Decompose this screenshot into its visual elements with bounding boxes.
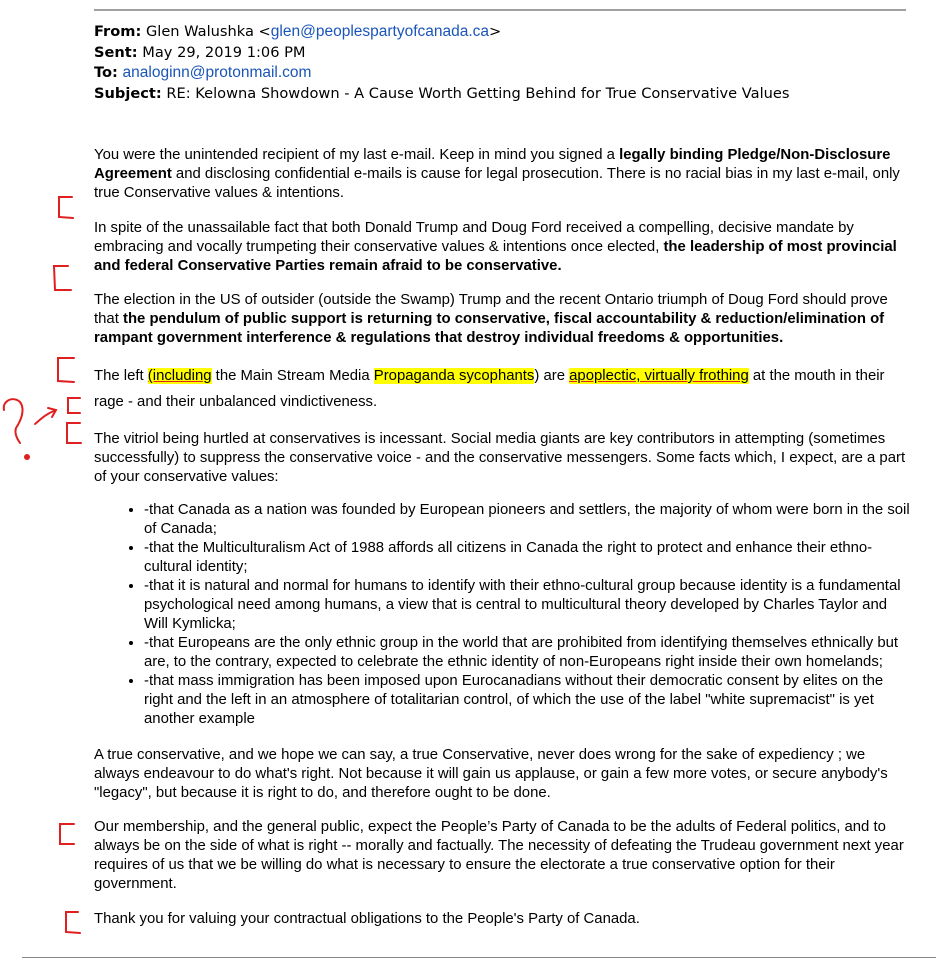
highlight-apoplectic: apoplectic, virtually frothing: [569, 368, 749, 384]
list-item: • -that it is natural and normal for humans to identify with their ethno-cultural group because identity is a fundamental psychological need among humans, a view that is central to multicultural theory developed by Charles Taylor and Will Kymlicka;: [144, 577, 914, 634]
from-close: >: [489, 23, 502, 40]
highlight-including: (including: [147, 368, 212, 384]
from-email-link[interactable]: glen@peoplespartyofcanada.ca: [270, 23, 490, 40]
paragraph-4-text-d: at the mouth in their rage - and their unbalanced vindictiveness.: [94, 368, 885, 410]
sent-value: May 29, 2019 1:06 PM: [142, 43, 306, 61]
subject-row: [94, 84, 789, 105]
bracket-mark-7: [66, 912, 80, 933]
bottom-divider: [22, 957, 936, 958]
paragraph-4-text-c: ) are: [534, 368, 570, 384]
paragraph-7: Our membership, and the general public, expect the People’s Party of Canada to be the adults of Federal politics, and to always be on the side of what is right -- morally and factually. The necessity of defeating the Trudeau government next year requires of us that we be willing do what is necessary to ensure the electorate a true conservative option for their government.: [94, 819, 904, 892]
bracket-mark-4: [68, 398, 80, 413]
paragraph-1-bold: legally binding Pledge/Non-Disclosure Agreement: [94, 147, 891, 182]
bracket-mark-6: [60, 824, 74, 844]
paragraph-1: [94, 146, 914, 203]
from-label: From:: [94, 23, 142, 40]
top-divider: [94, 9, 906, 11]
arrow-mark: [35, 408, 56, 424]
highlight-propaganda: Propaganda sycophants: [373, 368, 535, 384]
paragraph-8: Thank you for valuing your contractual obligations to the People's Party of Canada.: [94, 911, 640, 927]
list-item: • -that the Multiculturalism Act of 1988 affords all citizens in Canada the right to protect and enhance their ethno-cultural identity;: [144, 539, 914, 577]
bracket-mark-1: [59, 197, 73, 218]
paragraph-3: [94, 291, 914, 348]
subject-value: RE: Kelowna Showdown - A Cause Worth Getting Behind for True Conservative Values: [166, 84, 790, 102]
to-email-link[interactable]: analoginn@protonmail.com: [122, 64, 312, 81]
paragraph-5: The vitriol being hurtled at conservatives is incessant. Social media giants are key contributors in attempting (sometimes successfully) to suppress the conservative voice - and the conservative messengers. Some facts which, I expect, are a part of your conservative values:: [94, 431, 906, 485]
email-body: [94, 146, 914, 929]
paragraph-4-text-a: The left: [94, 368, 148, 384]
from-name: Glen Walushka <: [145, 23, 271, 40]
paragraph-4-text-b: the Main Stream Media: [211, 368, 374, 384]
question-mark: [4, 399, 23, 443]
paragraph-2-bold: the leadership of most provincial and federal Conservative Parties remain afraid to be conservative.: [94, 239, 897, 274]
list-item: • -that mass immigration has been imposed upon Eurocanadians without their democratic consent by elites on the right and the left in an atmosphere of totalitarian control, of which the use of the label "white supremacist" is yet another example: [144, 672, 914, 729]
paragraph-1-text-c: and disclosing confidential e-mails is cause for legal prosecution. There is no racial bias in my last e-mail, only true Conservative values & intentions.: [94, 166, 900, 201]
paragraph-2: [94, 219, 914, 276]
bracket-mark-2: [54, 266, 71, 290]
bracket-mark-3: [58, 358, 74, 382]
to-label: To:: [94, 64, 118, 81]
question-dot: [24, 454, 30, 460]
email-header: [94, 22, 789, 104]
list-item: • -that Europeans are the only ethnic group in the world that are prohibited from identifying themselves ethnically but are, to the contrary, expected to celebrate the ethnic identity of non-Europeans right inside their own homelands;: [144, 634, 914, 672]
list-item: • -that Canada as a nation was founded by European pioneers and settlers, the majority of whom were born in the soil of Canada;: [144, 501, 914, 539]
sent-label: Sent:: [94, 43, 138, 61]
from-row: [94, 22, 789, 43]
facts-list: [94, 501, 914, 729]
paragraph-3-text-a: The election in the US of outsider (outside the Swamp) Trump and the recent Ontario triumph of Doug Ford should prove that: [94, 292, 888, 327]
paragraph-6: A true conservative, and we hope we can say, a true Conservative, never does wrong for the sake of expediency ; we always endeavour to do what's right. Not because it will gain us applause, or gain a few more votes, or secure anybody's "legacy", but because it is right to do, and therefore ought to be done.: [94, 747, 888, 801]
paragraph-4: [94, 363, 914, 415]
subject-label: Subject:: [94, 84, 162, 102]
sent-row: [94, 43, 789, 64]
paragraph-3-bold: the pendulum of public support is returning to conservative, fiscal accountability & reduction/elimination of rampant government interference & regulations that destroy individual freedoms & opportunities.: [94, 311, 885, 346]
paragraph-1-text-a: You were the unintended recipient of my last e-mail. Keep in mind you signed a: [94, 147, 620, 163]
to-row: [94, 63, 789, 84]
bracket-mark-5: [67, 423, 81, 443]
paragraph-2-text-a: In spite of the unassailable fact that both Donald Trump and Doug Ford received a compelling, decisive mandate by embracing and vocally trumpeting their conservative values & intentions once elected,: [94, 220, 854, 255]
